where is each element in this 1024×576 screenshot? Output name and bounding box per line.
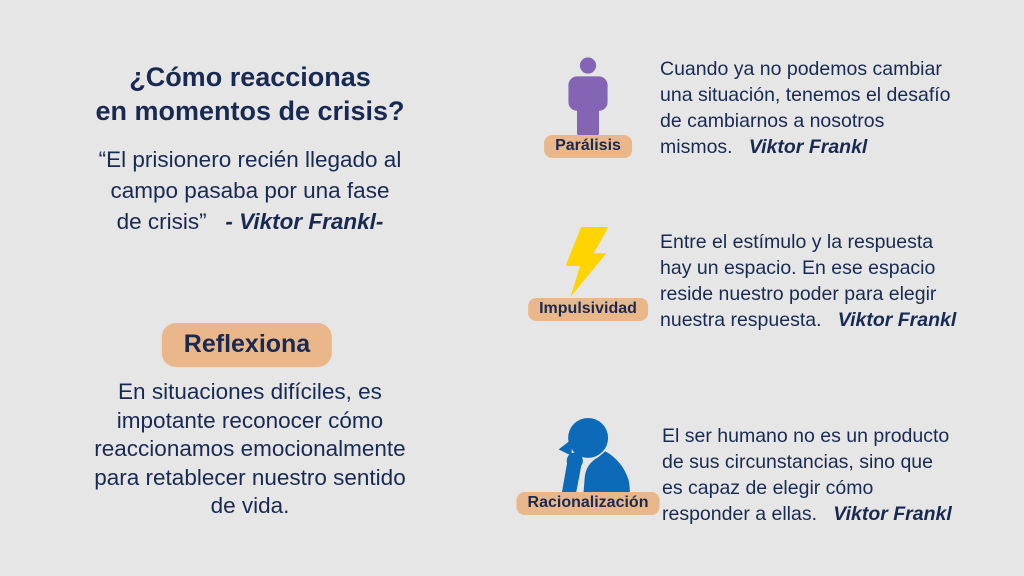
paragraph-line-2: impotante reconocer cómo	[116, 407, 384, 433]
frankl-quote	[30, 144, 470, 237]
racionalizacion-line-1: El ser humano no es un producto	[662, 425, 950, 447]
racionalizacion-line-4	[662, 501, 982, 527]
paralisis-line-3: de cambiarnos a nosotros	[660, 110, 885, 132]
paralisis-last-text: mismos.	[660, 136, 733, 158]
impulsividad-quote	[660, 229, 980, 333]
racionalizacion-label	[517, 492, 660, 515]
paralisis-line-4	[660, 134, 980, 160]
racionalizacion-line-2: de sus circunstancias, sino que	[662, 451, 933, 473]
paragraph-line-3: reaccionamos emocionalmente	[94, 436, 406, 461]
quote-line-1: “El prisionero recién llegado al	[98, 147, 402, 172]
paragraph-line-4: para retablecer nuestro sentido	[94, 464, 406, 490]
racionalizacion-line-3: es capaz de elegir cómo	[662, 477, 874, 499]
paralisis-line-2: una situación, tenemos el desafío	[660, 84, 951, 106]
paralisis-author: Viktor Frankl	[748, 136, 868, 158]
slide-title-line-2: en momentos de crisis?	[95, 96, 405, 126]
thinker-icon	[549, 417, 631, 495]
impulsividad-label	[528, 298, 648, 321]
paragraph-line-1: En situaciones difíciles, es	[118, 379, 382, 404]
impulsividad-last-text: nuestra respuesta.	[660, 309, 822, 331]
slide-title-line-1: ¿Cómo reaccionas	[129, 62, 371, 92]
person-icon	[567, 56, 609, 136]
impulsividad-line-3: reside nuestro poder para elegir	[660, 283, 937, 305]
paragraph-line-5: de vida.	[210, 493, 290, 518]
paralisis-label-text: Parálisis	[555, 137, 621, 154]
quote-line-3	[30, 206, 470, 237]
paralisis-line-1: Cuando ya no podemos cambiar	[660, 58, 942, 80]
lightning-icon	[562, 227, 610, 297]
reflexiona-paragraph	[30, 378, 470, 521]
paralisis-quote	[660, 56, 980, 160]
racionalizacion-last-text: responder a ellas.	[662, 503, 818, 525]
paralisis-label	[544, 135, 632, 158]
racionalizacion-author: Viktor Frankl	[833, 503, 952, 525]
quote-last-text: de crisis”	[116, 209, 207, 234]
impulsividad-line-2: hay un espacio. En ese espacio	[660, 257, 936, 279]
impulsividad-author: Viktor Frankl	[837, 309, 957, 331]
reflexiona-badge	[162, 323, 332, 367]
reflexiona-badge-label: Reflexiona	[183, 330, 311, 358]
racionalizacion-label-text: Racionalización	[527, 494, 649, 511]
quote-author: - Viktor Frankl-	[225, 209, 384, 234]
impulsividad-label-text: Impulsividad	[539, 300, 637, 317]
impulsividad-line-1: Entre el estímulo y la respuesta	[660, 231, 934, 253]
slide-title	[30, 60, 470, 128]
impulsividad-line-4	[660, 307, 980, 333]
quote-line-2: campo pasaba por una fase	[110, 178, 390, 203]
racionalizacion-quote	[662, 423, 982, 527]
